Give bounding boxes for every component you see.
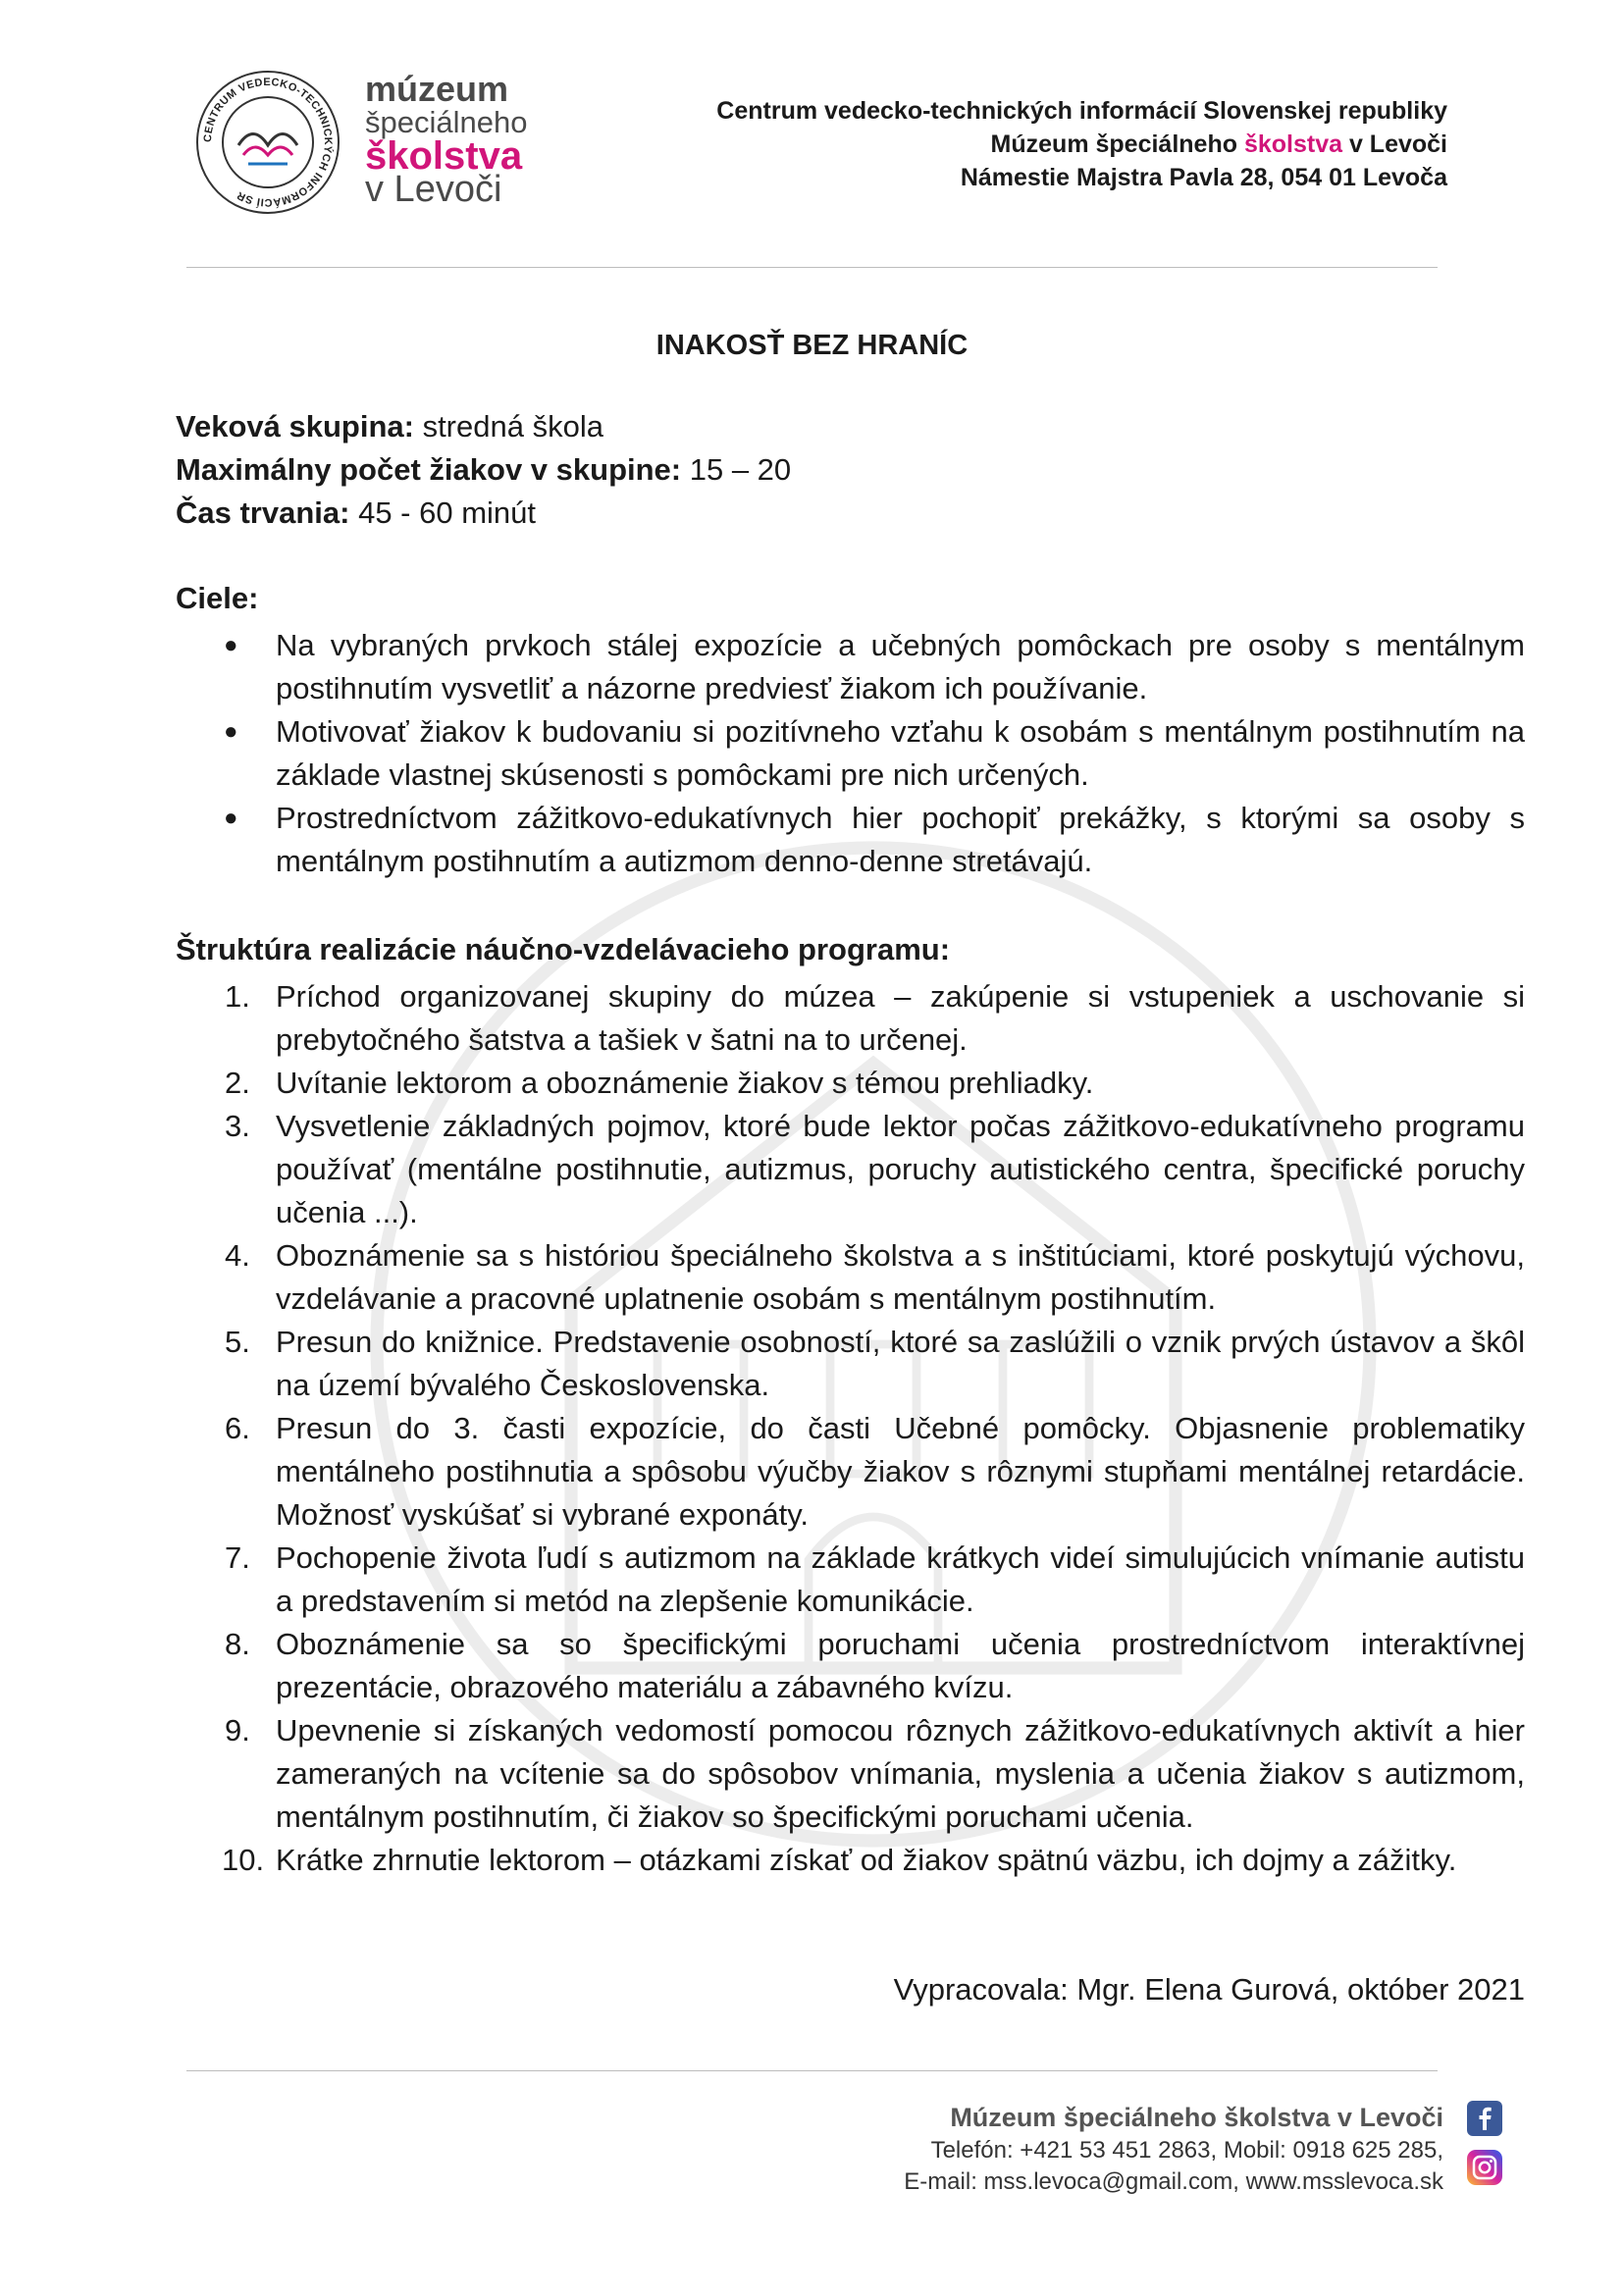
goal-text: Na vybraných prvkoch stálej expozície a učebných pomôckach pre osoby s mentálnym postihnutím vysvetliť a názorne predviesť žiakom ich používanie. [276, 628, 1525, 705]
goal-text: Prostredníctvom zážitkovo-edukatívnych hier pochopiť prekážky, s ktorými sa osoby s mentálnym postihnutím a autizmom denno-denne stretávajú. [276, 801, 1525, 878]
museum-name-pre: Múzeum špeciálneho [990, 130, 1244, 158]
list-item [176, 1537, 1525, 1623]
item-number: 6. [225, 1411, 250, 1445]
museum-name-post: v Levoči [1342, 130, 1447, 158]
structure-list [176, 975, 1525, 1882]
logo-line-1: múzeum [365, 69, 509, 109]
item-text: Uvítanie lektorom a oboznámenie žiakov s témou prehliadky. [276, 1066, 1094, 1100]
meta-age-group [176, 405, 791, 448]
list-item [176, 975, 1525, 1062]
facebook-icon[interactable] [1466, 2100, 1503, 2137]
list-item [176, 1062, 1525, 1105]
header-divider [186, 267, 1438, 268]
item-text: Príchod organizovanej skupiny do múzea – zakúpenie si vstupeniek a uschovanie si prebytočného šatstva a tašiek v šatni na to určenej. [276, 979, 1525, 1057]
item-number: 3. [225, 1109, 250, 1143]
item-number: 1. [225, 979, 250, 1014]
max-label: Maximálny počet žiakov v skupine: [176, 452, 682, 487]
footer-email-web: E-mail: mss.levoca@gmail.com, www.msslevoca.sk [904, 2168, 1443, 2195]
item-text: Vysvetlenie základných pojmov, ktoré bude lektor počas zážitkovo-edukatívneho programu používať (mentálne postihnutie, autizmus, poruchy autistického centra, špecifické poruchy učenia ...). [276, 1109, 1525, 1229]
bullet-icon: ● [224, 805, 238, 831]
instagram-icon[interactable] [1466, 2149, 1503, 2186]
item-text: Presun do 3. časti expozície, do časti Učebné pomôcky. Objasnenie problematiky mentálneho postihnutia a spôsobu výučby žiakov s rôznymi stupňami mentálnej retardácie. Možnosť vyskúšať si vybrané exponáty. [276, 1411, 1525, 1532]
list-item [176, 710, 1525, 797]
item-number: 7. [225, 1540, 250, 1575]
footer-divider [186, 2070, 1438, 2071]
list-item [176, 797, 1525, 883]
age-value: stredná škola [413, 409, 603, 443]
time-label: Čas trvania: [176, 496, 350, 530]
item-text: Oboznámenie sa so špecifickými poruchami učenia prostredníctvom interaktívnej prezentácie, obrazového materiálu a zábavného kvízu. [276, 1627, 1525, 1704]
time-value: 45 - 60 minút [349, 496, 537, 530]
item-text: Upevnenie si získaných vedomostí pomocou rôznych zážitkovo-edukatívnych aktivít a hier zameraných na vcítenie sa do spôsobov vnímania, myslenia a učenia žiakov s autizmom, mentálnym postihnutím, či žiakov so špecifickými poruchami učenia. [276, 1713, 1525, 1834]
meta-duration [176, 492, 791, 535]
footer-museum-name: Múzeum špeciálneho školstva v Levoči [950, 2103, 1443, 2132]
age-label: Veková skupina: [176, 409, 414, 443]
org-address: Námestie Majstra Pavla 28, 054 01 Levoča [960, 164, 1447, 191]
museum-name-accent: školstva [1243, 130, 1342, 158]
meta-max-students [176, 448, 791, 492]
logo-line-4: v Levoči [365, 169, 502, 210]
item-number: 4. [225, 1238, 250, 1273]
goals-heading: Ciele: [176, 581, 259, 615]
bullet-icon: ● [224, 718, 238, 745]
bullet-icon: ● [224, 632, 238, 658]
museum-seal-logo [194, 69, 341, 216]
footer-phone: Telefón: +421 53 451 2863, Mobil: 0918 625 285, [930, 2137, 1443, 2164]
museum-name [716, 128, 1447, 161]
item-number: 5. [225, 1325, 250, 1359]
item-text: Presun do knižnice. Predstavenie osobností, ktoré sa zaslúžili o vznik prvých ústavov a škôl na území bývalého Československa. [276, 1325, 1525, 1402]
document-title: INAKOSŤ BEZ HRANÍC [655, 330, 969, 361]
list-item [176, 1321, 1525, 1407]
max-value: 15 – 20 [681, 452, 792, 487]
organization-address [716, 94, 1447, 194]
item-text: Krátke zhrnutie lektorom – otázkami získať od žiakov spätnú väzbu, ich dojmy a zážitky. [276, 1843, 1457, 1877]
logo-line-2: špeciálneho [365, 105, 528, 139]
list-item [176, 1105, 1525, 1234]
org-name: Centrum vedecko-technických informácií Slovenskej republiky [716, 97, 1447, 125]
logo-line-3: školstva [365, 134, 523, 178]
item-number: 10. [222, 1843, 265, 1877]
author-signature: Vypracovala: Mgr. Elena Gurová, október 2021 [893, 1972, 1525, 2007]
museum-logo-wordmark [365, 69, 528, 210]
list-item [176, 1839, 1525, 1882]
goal-text: Motivovať žiakov k budovaniu si pozitívneho vzťahu k osobám s mentálnym postihnutím na základe vlastnej skúsenosti s pomôckami pre nich určených. [276, 714, 1525, 792]
list-item [176, 1623, 1525, 1709]
goals-list [176, 624, 1525, 883]
item-text: Oboznámenie sa s históriou špeciálneho školstva a s inštitúciami, ktoré poskytujú výchovu, vzdelávanie a pracovné uplatnenie osobám s mentálnym postihnutím. [276, 1238, 1525, 1316]
list-item [176, 624, 1525, 710]
program-meta [176, 405, 791, 535]
list-item [176, 1234, 1525, 1321]
item-number: 8. [225, 1627, 250, 1661]
item-text: Pochopenie života ľudí s autizmom na základe krátkych videí simulujúcich vnímanie autistu a predstavením si metód na zlepšenie komunikácie. [276, 1540, 1525, 1618]
item-number: 9. [225, 1713, 250, 1747]
footer-contact [904, 2100, 1443, 2198]
svg-text:CENTRUM VEDECKO-TECHNICKÝCH IN: CENTRUM VEDECKO-TECHNICKÝCH INFORMÁCIÍ SR [201, 76, 335, 209]
list-item [176, 1407, 1525, 1537]
list-item [176, 1709, 1525, 1839]
item-number: 2. [225, 1066, 250, 1100]
structure-heading: Štruktúra realizácie náučno-vzdelávacieho programu: [176, 932, 951, 966]
